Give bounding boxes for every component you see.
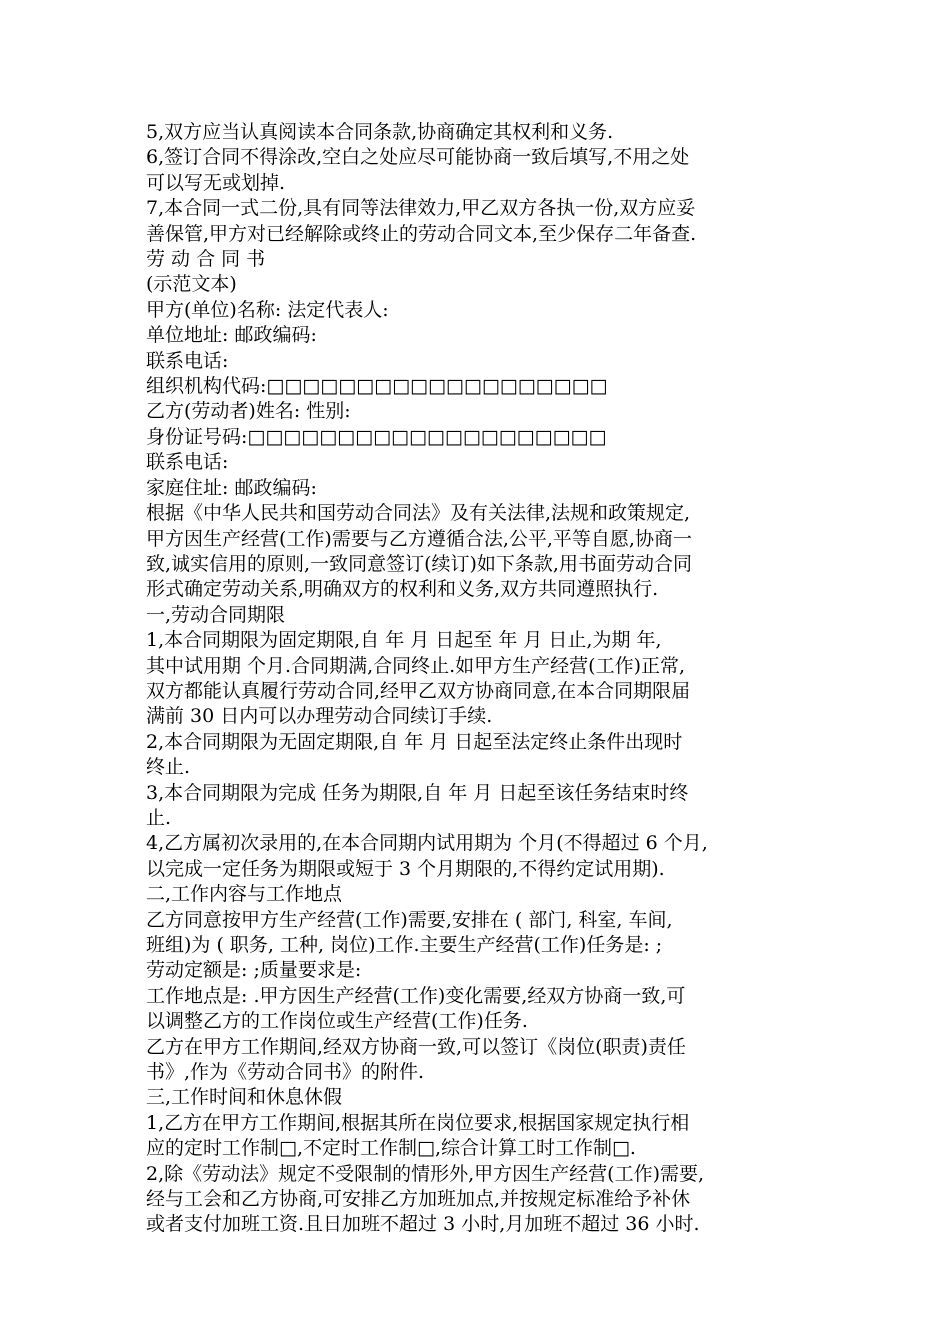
text-line: 4,乙方属初次录用的,在本合同期内试用期为 个月(不得超过 6 个月,: [146, 832, 708, 855]
text-line: 组织机构代码:□□□□□□□□□□□□□□□□□□□: [146, 375, 608, 398]
text-line: 甲方因生产经营(工作)需要与乙方遵循合法,公平,平等自愿,协商一: [146, 527, 692, 550]
text-line: 劳动定额是: ;质量要求是:: [146, 959, 362, 982]
text-line: 乙方(劳动者)姓名: 性别:: [146, 400, 351, 423]
text-line: 满前 30 日内可以办理劳动合同续订手续.: [146, 705, 493, 728]
text-line: 根据《中华人民共和国劳动合同法》及有关法律,法规和政策规定,: [146, 502, 691, 525]
text-line: 致,诚实信用的原则,一致同意签订(续订)如下条款,用书面劳动合同: [146, 552, 692, 575]
text-line: 5,双方应当认真阅读本合同条款,协商确定其权利和义务.: [146, 121, 614, 143]
text-line: 6,签订合同不得涂改,空白之处应尽可能协商一致后填写,不用之处: [146, 146, 690, 169]
text-line: 以调整乙方的工作岗位或生产经营(工作)任务.: [146, 1010, 528, 1033]
text-line: 应的定时工作制□,不定时工作制□,综合计算工时工作制□.: [146, 1137, 636, 1160]
text-line: 甲方(单位)名称: 法定代表人:: [146, 298, 389, 321]
text-line: 1,乙方在甲方工作期间,根据其所在岗位要求,根据国家规定执行相: [146, 1111, 690, 1134]
text-line: 班组)为 ( 职务, 工种, 岗位)工作.主要生产经营(工作)任务是: ;: [146, 934, 663, 956]
text-line: 工作地点是: .甲方因生产经营(工作)变化需要,经双方协商一致,可: [146, 984, 686, 1007]
text-line: 2,除《劳动法》规定不受限制的情形外,甲方因生产经营(工作)需要,: [146, 1162, 705, 1185]
text-line: 书》,作为《劳动合同书》的附件.: [146, 1061, 425, 1084]
section-heading: 二,工作内容与工作地点: [146, 883, 343, 906]
text-line: 乙方同意按甲方生产经营(工作)需要,安排在 ( 部门, 科室, 车间,: [146, 908, 673, 931]
text-line: 联系电话:: [146, 349, 229, 372]
text-line: 可以写无或划掉.: [146, 171, 286, 194]
text-line: 3,本合同期限为完成 任务为期限,自 年 月 日起至该任务结束时终: [146, 781, 689, 804]
document-title: 劳 动 合 同 书: [146, 248, 266, 271]
text-line: 善保管,甲方对已经解除或终止的劳动合同文本,至少保存二年备查.: [146, 222, 697, 245]
text-line: 或者支付加班工资.且日加班不超过 3 小时,月加班不超过 36 小时.: [146, 1213, 700, 1236]
text-line: 其中试用期 个月.合同期满,合同终止.如甲方生产经营(工作)正常,: [146, 654, 686, 677]
section-heading: 三,工作时间和休息休假: [146, 1086, 343, 1109]
text-line: 终止.: [146, 756, 191, 779]
text-line: 双方都能认真履行劳动合同,经甲乙双方协商同意,在本合同期限届: [146, 679, 691, 702]
text-line: 家庭住址: 邮政编码:: [146, 476, 317, 499]
text-line: 以完成一定任务为期限或短于 3 个月期限的,不得约定试用期).: [146, 857, 665, 880]
text-line: 单位地址: 邮政编码:: [146, 324, 317, 347]
text-line: 身份证号码:□□□□□□□□□□□□□□□□□□□□: [146, 425, 607, 448]
text-line: 止.: [146, 806, 172, 829]
text-line: 7,本合同一式二份,具有同等法律效力,甲乙双方各执一份,双方应妥: [146, 197, 696, 220]
text-line: 2,本合同期限为无固定期限,自 年 月 日起至法定终止条件出现时: [146, 730, 683, 753]
document-subtitle: (示范文本): [146, 273, 237, 296]
text-line: 形式确定劳动关系,明确双方的权利和义务,双方共同遵照执行.: [146, 578, 659, 601]
document-body: [146, 120, 816, 1238]
text-line: 1,本合同期限为固定期限,自 年 月 日起至 年 月 日止,为期 年,: [146, 629, 662, 652]
text-line: 联系电话:: [146, 451, 229, 474]
text-line: 乙方在甲方工作期间,经双方协商一致,可以签订《岗位(职责)责任: [146, 1035, 686, 1058]
text-line: 经与工会和乙方协商,可安排乙方加班加点,并按规定标准给予补休: [146, 1188, 691, 1211]
section-heading: 一,劳动合同期限: [146, 603, 286, 626]
